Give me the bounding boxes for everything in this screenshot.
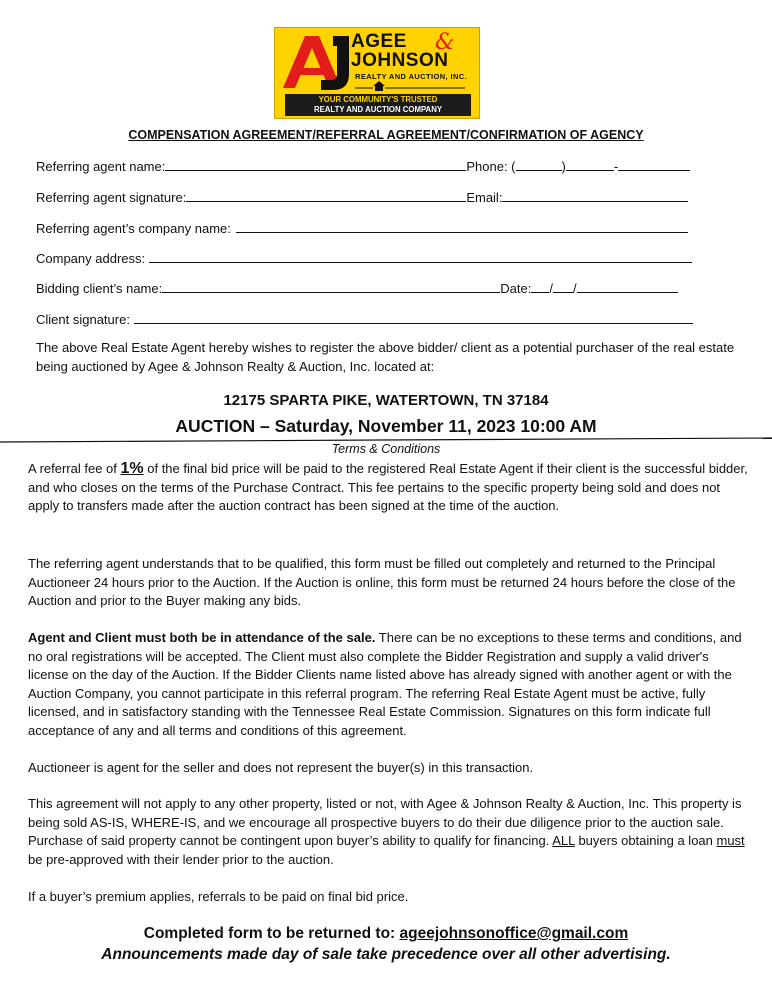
terms-paragraph-property: This agreement will not apply to any other property, listed or not, with Agee & Johnson Realty & Auction, Inc. This property is being sold AS-IS, WHERE-IS, and we encourage all prospective buyers to do their due diligence prior to the auction sale. Purchase of said property cannot be contingent upon buyer’s ability to qualify for financing. ALL buyers obtaining a loan must be pre-approved with their lender prior to the auction. <box>28 796 745 867</box>
client-signature-label: Client signature: <box>36 312 130 327</box>
company-address-field[interactable] <box>149 249 692 263</box>
date-day-field[interactable] <box>553 279 573 293</box>
agent-signature-row <box>36 188 688 205</box>
agent-signature-field[interactable] <box>186 188 466 202</box>
terms-heading: Terms & Conditions <box>331 442 441 456</box>
company-address-label: Company address: <box>36 251 146 266</box>
terms-paragraph-attendance: Agent and Client must both be in attendance of the sale. There can be no exceptions to these terms and conditions, and no oral registrations will be accepted. The Client must also complete the Bidder Registration and supply a valid driver's license on the day of the Auction. If the Bidder Clients name listed above has already signed with another agent or with the Auction Company, you cannot participate in this referral program. The referring Real Estate Agent must be active, fully licensed, and in satisfactory standing with the Tennessee Real Estate Commission. Signatures on this form indicate full acceptance of any and all terms and conditions of this agreement. <box>28 630 742 738</box>
terms-paragraph-qualification: The referring agent understands that to be qualified, this form must be filled out completely and returned to the Principal Auctioneer 24 hours prior to the Auction. If the Auction is online, this form must be returned 24 hours before the close of the Auction and prior to the Buyer making any bids. <box>28 556 736 609</box>
phone-line-field[interactable] <box>618 157 690 171</box>
company-logo <box>274 27 480 119</box>
agent-name-row: Referring agent name: Phone: ( ) - <box>36 157 690 174</box>
return-instructions: Completed form to be returned to: ageejohnsonoffice@gmail.com <box>143 925 629 942</box>
client-name-row: Bidding client’s name: Date: / / <box>36 279 678 296</box>
client-signature-field[interactable] <box>134 310 693 324</box>
agent-name-label: Referring agent name: <box>36 159 166 174</box>
terms-paragraph-auctioneer: Auctioneer is agent for the seller and does not represent the buyer(s) in this transaction. <box>28 760 534 775</box>
announcement-note: Announcements made day of sale take precedence over all other advertising. <box>101 946 671 963</box>
phone-area-field[interactable] <box>516 157 562 171</box>
logo-name: AGEE JOHNSON <box>351 31 449 71</box>
logo-tagline: YOUR COMMUNITY'S TRUSTED REALTY AND AUCTION COMPANY <box>285 94 471 116</box>
date-label: Date: <box>500 281 532 296</box>
agent-signature-label: Referring agent signature: <box>36 190 187 205</box>
auction-date-line: AUCTION – Saturday, November 11, 2023 10:00 AM <box>175 416 597 436</box>
terms-paragraph-premium: If a buyer’s premium applies, referrals to be paid on final bid price. <box>28 889 409 904</box>
client-name-label: Bidding client’s name: <box>36 281 163 296</box>
company-name-row <box>36 219 688 236</box>
phone-prefix-field[interactable] <box>566 157 614 171</box>
phone-label: Phone: ( <box>466 159 516 174</box>
logo-subtitle: REALTY AND AUCTION, INC. <box>355 72 468 81</box>
client-signature-row <box>36 310 693 327</box>
client-name-field[interactable] <box>162 279 500 293</box>
date-month-field[interactable] <box>531 279 549 293</box>
intro-paragraph: The above Real Estate Agent hereby wishes to register the above bidder/ client as a potential purchaser of the real estate being auctioned by Agee & Johnson Realty & Auction, Inc. located at: <box>36 340 735 374</box>
company-name-label: Referring agent’s company name: <box>36 221 231 236</box>
return-email-link[interactable]: ageejohnsonoffice@gmail.com <box>399 925 629 942</box>
logo-ampersand: & <box>435 30 455 55</box>
company-name-field[interactable] <box>236 219 688 233</box>
email-field[interactable] <box>502 188 688 202</box>
referral-fee-value: 1% <box>120 460 144 477</box>
agent-name-field[interactable] <box>165 157 466 171</box>
company-address-row <box>36 249 692 266</box>
property-address: 12175 SPARTA PIKE, WATERTOWN, TN 37184 <box>223 392 549 409</box>
date-year-field[interactable] <box>577 279 678 293</box>
email-label: Email: <box>466 190 503 205</box>
attendance-requirement: Agent and Client must both be in attendance of the sale. <box>28 630 376 645</box>
terms-paragraph-fee: A referral fee of 1% of the final bid price will be paid to the registered Real Estate Agent if their client is the successful bidder, and who closes on the terms of the Purchase Contract. This fee pertains to the specific property being sold and does not apply to transfers made after the auction contract has been signed at the time of the auction. <box>28 460 748 514</box>
document-title: COMPENSATION AGREEMENT/REFERRAL AGREEMENT/CONFIRMATION OF AGENCY <box>128 128 644 142</box>
